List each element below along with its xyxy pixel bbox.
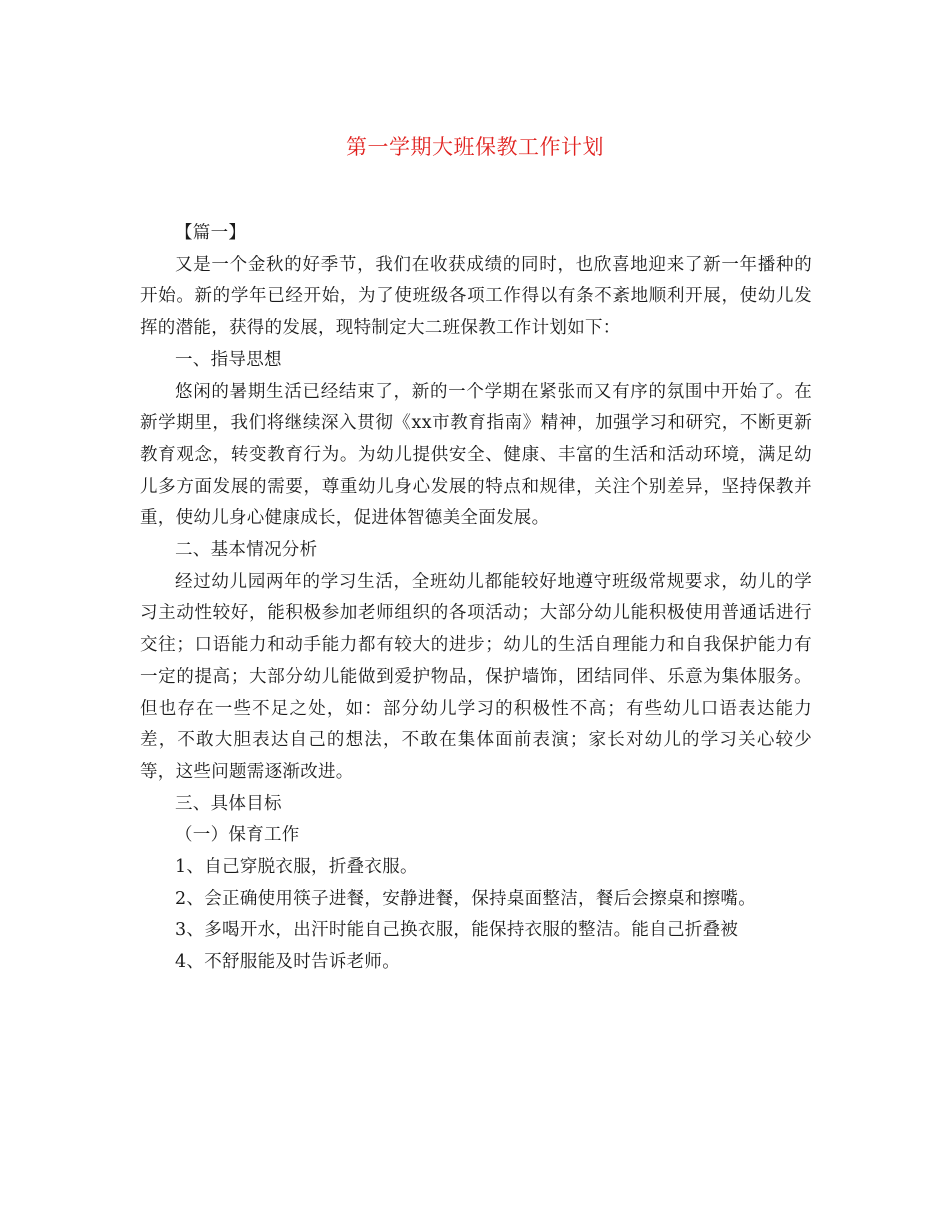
guiding-ideology-paragraph: 悠闲的暑期生活已经结束了，新的一个学期在紧张而又有序的氛围中开始了。在新学期里，我们将继续深入贯彻《xx市教育指南》精神，加强学习和研究，不断更新教育观念，转变教育行为。为幼儿提供安全、健康、丰富的生活和活动环境，满足幼儿多方面发展的需要，尊重幼儿身心发展的特点和规律，关注个别差异，坚持保教并重，使幼儿身心健康成长，促进体智德美全面发展。: [140, 381, 812, 529]
heading-situation-analysis: 二、基本情况分析: [175, 540, 318, 561]
subheading-care-work: （一）保育工作: [175, 825, 300, 846]
list-item: 1、自己穿脱衣服，折叠衣服。: [175, 857, 418, 878]
situation-analysis-paragraph: 经过幼儿园两年的学习生活，全班幼儿都能较好地遵守班级常规要求，幼儿的学习主动性较好，能积极参加老师组织的各项活动；大部分幼儿能积极使用普通话进行交往；口语能力和动手能力都有较大的进步；幼儿的生活自理能力和自我保护能力有一定的提高；大部分幼儿能做到爱护物品，保护墙饰，团结同伴、乐意为集体服务。但也存在一些不足之处，如：部分幼儿学习的积极性不高；有些幼儿口语表达能力差，不敢大胆表达自己的想法，不敢在集体面前表演；家长对幼儿的学习关心较少等，这些问题需逐渐改进。: [140, 571, 812, 782]
heading-guiding-ideology: 一、指导思想: [175, 349, 282, 370]
intro-paragraph: 又是一个金秋的好季节，我们在收获成绩的同时，也欣喜地迎来了新一年播种的开始。新的学年已经开始，为了使班级各项工作得以有条不紊地顺利开展，使幼儿发挥的潜能，获得的发展，现特制定大二班保教工作计划如下：: [140, 254, 812, 339]
heading-specific-goals: 三、具体目标: [175, 793, 282, 814]
list-item: 2、会正确使用筷子进餐，安静进餐，保持桌面整洁，餐后会擦桌和擦嘴。: [175, 888, 757, 909]
list-item: 4、不舒服能及时告诉老师。: [175, 952, 401, 973]
document-body: [140, 218, 812, 979]
section-label-part-one: 【篇一】: [175, 223, 247, 243]
list-item: 3、多喝开水，出汗时能自己换衣服，能保持衣服的整洁。能自己折叠被: [175, 920, 739, 941]
document-title: 第一学期大班保教工作计划: [346, 135, 604, 159]
